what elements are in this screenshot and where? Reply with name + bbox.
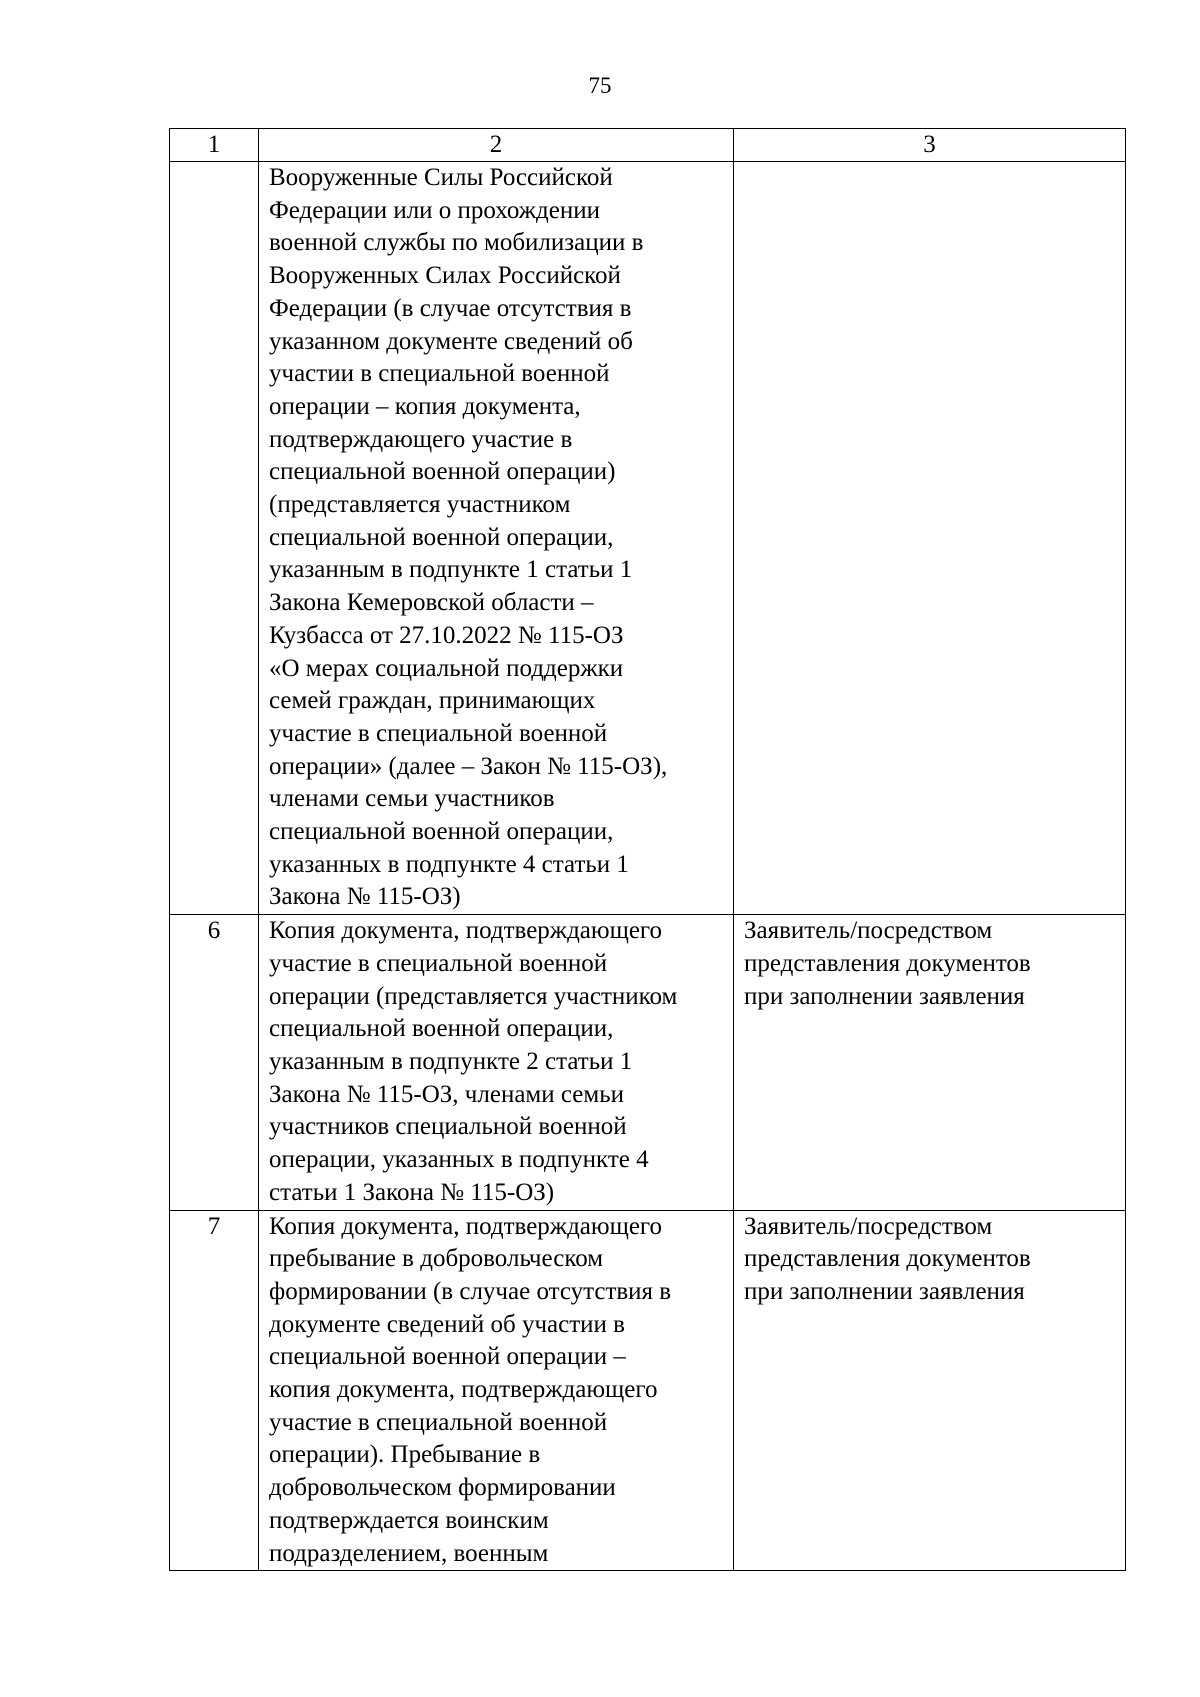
document-source: Заявитель/посредством представления документов при заполнении заявления: [734, 1210, 1126, 1571]
table-row: [170, 915, 1126, 1210]
page-number: 75: [588, 73, 612, 98]
row-number: 7: [170, 1210, 259, 1571]
document-source: [734, 162, 1126, 915]
documents-table: [169, 128, 1126, 1571]
column-header: 1: [170, 129, 259, 162]
document-description: Копия документа, подтверждающего участие в специальной военной операции (представляется участником специальной военной операции, указанным в подпункте 2 статьи 1 Закона № 115-ОЗ, членами семьи участников специальной военной операции, указанных в подпункте 4 статьи 1 Закона № 115-ОЗ): [259, 915, 734, 1210]
row-number: 6: [170, 915, 259, 1210]
column-header: 2: [259, 129, 734, 162]
row-number: [170, 162, 259, 915]
document-description: Копия документа, подтверждающего пребывание в добровольческом формировании (в случае отсутствия в документе сведений об участии в специальной военной операции – копия документа, подтверждающего участие в специальной военной операции). Пребывание в добровольческом формировании подтверждается воинским подразделением, военным: [259, 1210, 734, 1571]
column-header: 3: [734, 129, 1126, 162]
document-description: Вооруженные Силы Российской Федерации или о прохождении военной службы по мобилизации в Вооруженных Силах Российской Федерации (в случае отсутствия в указанном документе сведений об участии в специальной военной операции – копия документа, подтверждающего участие в специальной военной операции) (представляется участником специальной военной операции, указанным в подпункте 1 статьи 1 Закона Кемеровской области – Кузбасса от 27.10.2022 № 115-ОЗ «О мерах социальной поддержки семей граждан, принимающих участие в специальной военной операции» (далее – Закон № 115-ОЗ), членами семьи участников специальной военной операции, указанных в подпункте 4 статьи 1 Закона № 115-ОЗ): [259, 162, 734, 915]
table-row: [170, 162, 1126, 915]
table-header-row: [170, 129, 1126, 162]
document-source: Заявитель/посредством представления документов при заполнении заявления: [734, 915, 1126, 1210]
table-row: [170, 1210, 1126, 1571]
